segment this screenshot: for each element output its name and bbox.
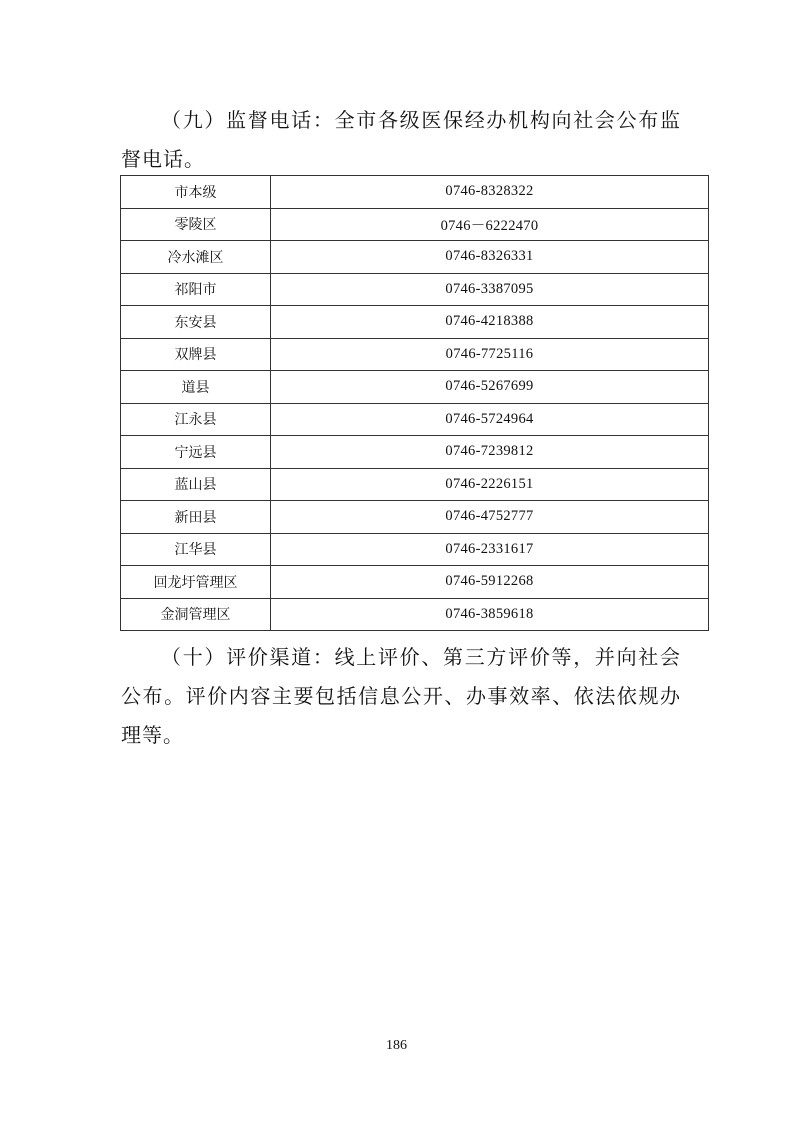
region-cell: 江永县 xyxy=(121,403,271,436)
region-cell: 江华县 xyxy=(121,533,271,566)
table-row xyxy=(121,403,709,436)
table-row xyxy=(121,533,709,566)
phone-cell: 0746-4218388 xyxy=(271,306,709,339)
phone-cell: 0746－6222470 xyxy=(271,208,709,241)
phone-cell: 0746-5724964 xyxy=(271,403,709,436)
region-cell: 冷水滩区 xyxy=(121,241,271,274)
phone-cell: 0746-2331617 xyxy=(271,533,709,566)
region-cell: 零陵区 xyxy=(121,208,271,241)
phone-cell: 0746-7725116 xyxy=(271,338,709,371)
table-row xyxy=(121,273,709,306)
supervision-phone-table xyxy=(120,175,709,631)
region-cell: 回龙圩管理区 xyxy=(121,566,271,599)
table-row xyxy=(121,436,709,469)
page-number: 186 xyxy=(386,1038,407,1053)
region-cell: 新田县 xyxy=(121,501,271,534)
table-row xyxy=(121,371,709,404)
region-cell: 双牌县 xyxy=(121,338,271,371)
phone-cell: 0746-4752777 xyxy=(271,501,709,534)
section-ten-paragraph: （十）评价渠道：线上评价、第三方评价等，并向社会公布。评价内容主要包括信息公开、办事效率、依法依规办理等。 xyxy=(121,645,681,747)
phone-cell: 0746-5912268 xyxy=(271,566,709,599)
phone-cell: 0746-3859618 xyxy=(271,598,709,631)
region-cell: 市本级 xyxy=(121,176,271,209)
phone-cell: 0746-2226151 xyxy=(271,468,709,501)
table-row xyxy=(121,338,709,371)
phone-cell: 0746-7239812 xyxy=(271,436,709,469)
section-nine-paragraph: （九）监督电话：全市各级医保经办机构向社会公布监督电话。 xyxy=(121,108,681,171)
table-row xyxy=(121,501,709,534)
table-row xyxy=(121,566,709,599)
region-cell: 祁阳市 xyxy=(121,273,271,306)
phone-cell: 0746-8326331 xyxy=(271,241,709,274)
table-row xyxy=(121,306,709,339)
table-row xyxy=(121,598,709,631)
table-row xyxy=(121,176,709,209)
table-row xyxy=(121,208,709,241)
phone-cell: 0746-8328322 xyxy=(271,176,709,209)
region-cell: 道县 xyxy=(121,371,271,404)
region-cell: 东安县 xyxy=(121,306,271,339)
region-cell: 宁远县 xyxy=(121,436,271,469)
phone-cell: 0746-3387095 xyxy=(271,273,709,306)
phone-cell: 0746-5267699 xyxy=(271,371,709,404)
table-row xyxy=(121,468,709,501)
region-cell: 蓝山县 xyxy=(121,468,271,501)
region-cell: 金洞管理区 xyxy=(121,598,271,631)
table-row xyxy=(121,241,709,274)
